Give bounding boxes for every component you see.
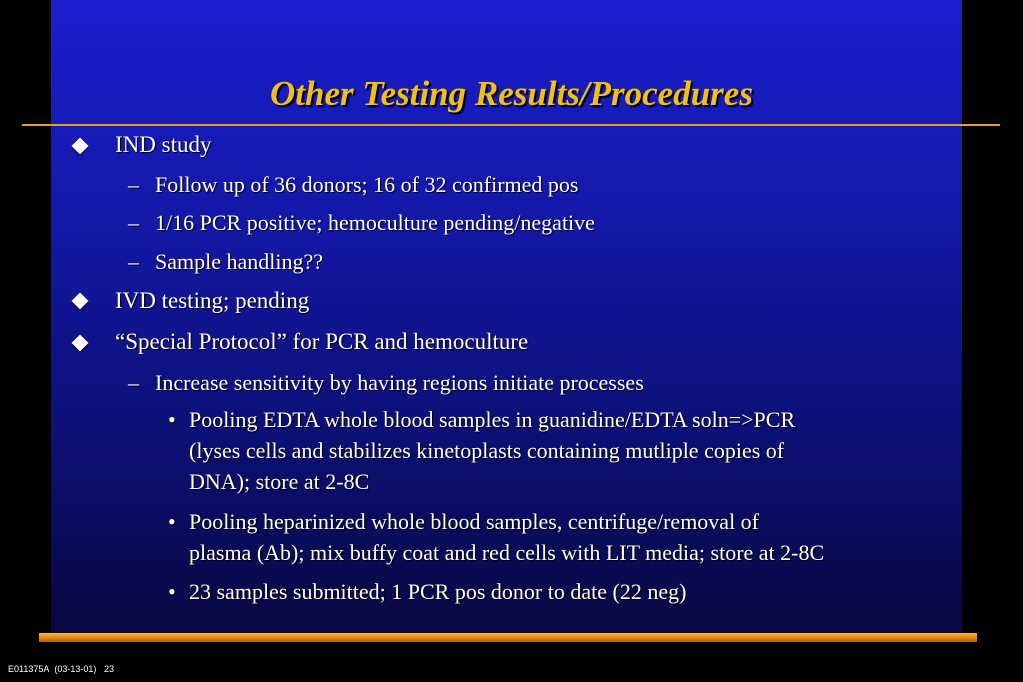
footer-date: (03-13-01) (54, 664, 97, 674)
dash-bullet: – (128, 172, 139, 197)
item-pooling-edta-line3: DNA); store at 2-8C (189, 469, 370, 494)
dot-bullet: • (168, 407, 176, 432)
dash-bullet: – (128, 370, 139, 395)
dot-bullet: • (168, 579, 176, 604)
dash-bullet: – (128, 249, 139, 274)
bullet-ind-study: IND study (115, 132, 212, 157)
footer (8, 664, 114, 674)
dot-bullet: • (168, 509, 176, 534)
title-divider (22, 124, 1000, 126)
sub-bullet-pcr-positive: 1/16 PCR positive; hemoculture pending/negative (155, 210, 595, 235)
item-pooling-edta-line2: (lyses cells and stabilizes kinetoplasts containing mutliple copies of (189, 438, 785, 463)
sub-bullet-sample-handling: Sample handling?? (155, 249, 324, 274)
sub-bullet-increase-sensitivity: Increase sensitivity by having regions initiate processes (155, 370, 644, 395)
bottom-accent-bar (39, 633, 977, 642)
slide-title: Other Testing Results/Procedures (270, 74, 753, 113)
item-pooling-heparinized-line1: Pooling heparinized whole blood samples, centrifuge/removal of (189, 509, 760, 534)
sub-bullet-follow-up: Follow up of 36 donors; 16 of 32 confirmed pos (155, 172, 579, 197)
footer-code: E011375A (8, 664, 50, 674)
bullet-ivd-testing: IVD testing; pending (115, 288, 310, 313)
dash-bullet: – (128, 210, 139, 235)
item-pooling-heparinized-line2: plasma (Ab); mix buffy coat and red cells with LIT media; store at 2-8C (189, 540, 825, 565)
item-samples-submitted: 23 samples submitted; 1 PCR pos donor to date (22 neg) (189, 579, 687, 604)
item-pooling-edta-line1: Pooling EDTA whole blood samples in guanidine/EDTA soln=>PCR (189, 407, 796, 432)
footer-page-number: 23 (103, 664, 114, 674)
bullet-special-protocol: “Special Protocol” for PCR and hemoculture (115, 329, 529, 354)
